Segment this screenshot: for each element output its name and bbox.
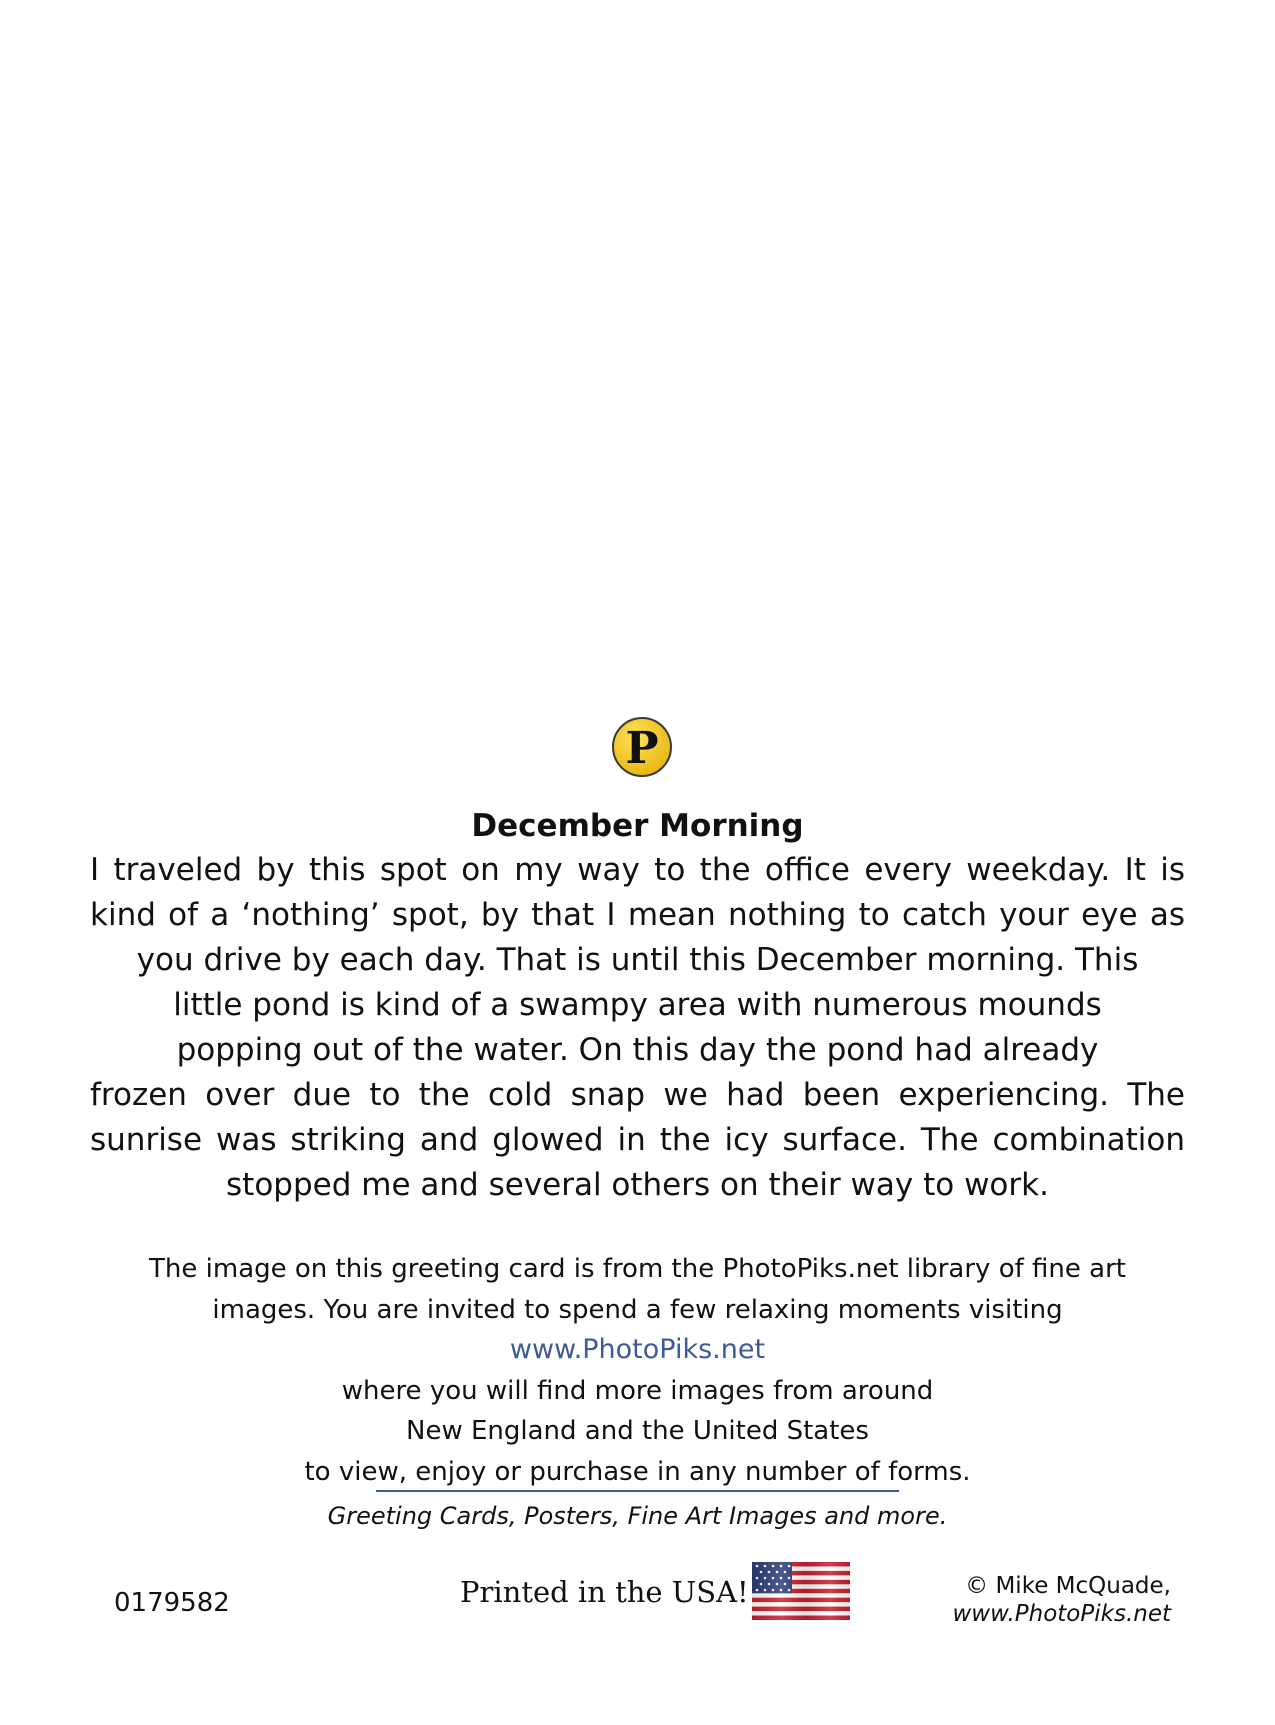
story-line: kind of a ‘nothing’ spot, by that I mean nothing to catch your eye as [90, 897, 1185, 933]
logo-letter: P [625, 723, 659, 774]
story-line: popping out of the water. On this day the pond had already [176, 1032, 1099, 1068]
story-line: I traveled by this spot on my way to the office every weekday. It is [90, 852, 1185, 888]
story-line: little pond is kind of a swampy area with numerous mounds [173, 987, 1102, 1023]
info-line: images. You are invited to spend a few relaxing moments visiting [212, 1294, 1063, 1325]
story-line: frozen over due to the cold snap we had been experiencing. The [90, 1077, 1185, 1113]
us-flag-icon [752, 1562, 850, 1620]
info-line: where you will find more images from around [341, 1375, 934, 1406]
copyright-owner: © Mike McQuade, [965, 1573, 1171, 1599]
copyright [953, 1572, 1172, 1628]
info-line: to view, enjoy or purchase in any number of forms. [304, 1456, 971, 1487]
info-line: The image on this greeting card is from the PhotoPiks.net library of fine art [149, 1254, 1126, 1284]
photopiks-logo-icon [611, 716, 673, 778]
tagline: Greeting Cards, Posters, Fine Art Images and more. [327, 1502, 948, 1530]
story-section [90, 804, 1185, 1208]
story-line: you drive by each day. That is until this December morning. This [136, 942, 1139, 978]
printed-in-usa: Printed in the USA! [460, 1575, 749, 1609]
product-code: 0179582 [114, 1588, 230, 1618]
website-link[interactable]: www.PhotoPiks.net [509, 1334, 766, 1365]
story-line: stopped me and several others on their way to work. [226, 1167, 1049, 1203]
info-section [90, 1249, 1185, 1534]
info-line: New England and the United States [406, 1416, 869, 1446]
copyright-site: www.PhotoPiks.net [952, 1601, 1171, 1627]
story-title: December Morning [471, 808, 804, 844]
story-line: sunrise was striking and glowed in the icy surface. The combination [90, 1122, 1185, 1158]
